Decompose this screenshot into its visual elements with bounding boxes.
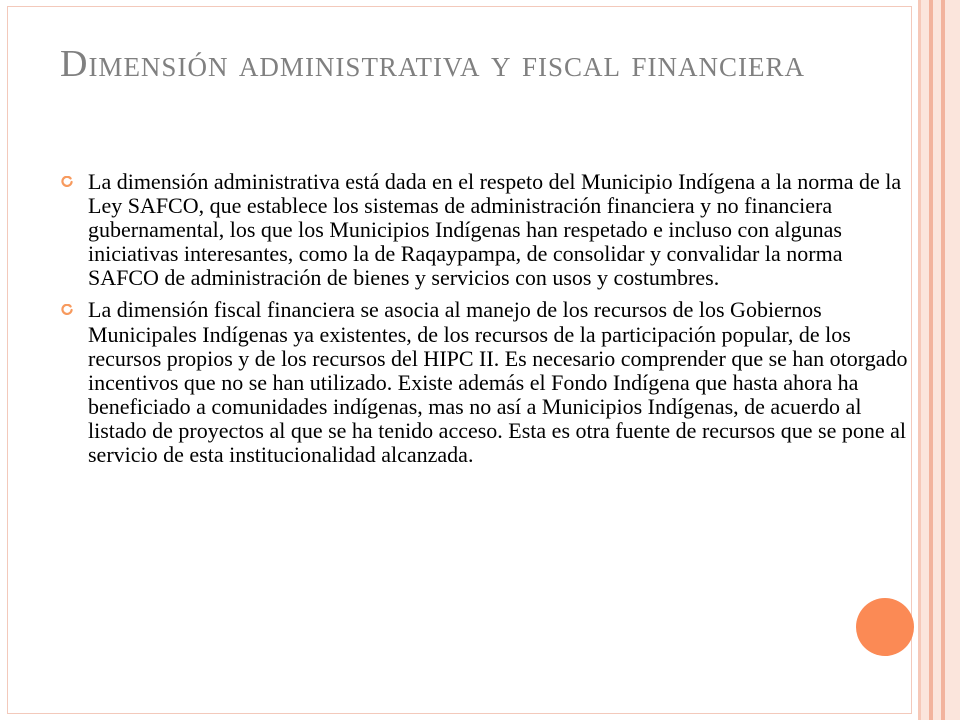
right-edge-stripe [921, 0, 929, 720]
bullet-list [58, 170, 908, 475]
bullet-item [58, 170, 908, 290]
slide-title: Dimensión administrativa y fiscal financiera [60, 43, 805, 85]
bullet-item [58, 298, 908, 467]
right-edge-stripe [945, 0, 960, 720]
orange-circle-decoration [856, 598, 914, 656]
open-ring-bullet-icon [61, 304, 73, 316]
open-ring-bullet-icon [61, 176, 73, 188]
bullet-text: La dimensión fiscal financiera se asocia al manejo de los recursos de los Gobiernos Municipales Indígenas ya existentes, de los recursos de la participación popular, de los recursos propios y de los recursos del HIPC II. Es necesario comprender que se han otorgado incentivos que no se han utilizado. Existe además el Fondo Indígena que hasta ahora ha beneficiado a comunidades indígenas, mas no así a Municipios Indígenas, de acuerdo al listado de proyectos al que se ha tenido acceso. Esta es otra fuente de recursos que se pone al servicio de esta institucionalidad alcanzada. [88, 297, 908, 468]
right-edge-stripe [933, 0, 941, 720]
bullet-text: La dimensión administrativa está dada en el respeto del Municipio Indígena a la norma de la Ley SAFCO, que establece los sistemas de administración financiera y no financiera gubernamental, los que los Municipios Indígenas han respetado e incluso con algunas iniciativas interesantes, como la de Raqaypampa, de consolidar y convalidar la norma SAFCO de administración de bienes y servicios con usos y costumbres. [88, 169, 902, 291]
